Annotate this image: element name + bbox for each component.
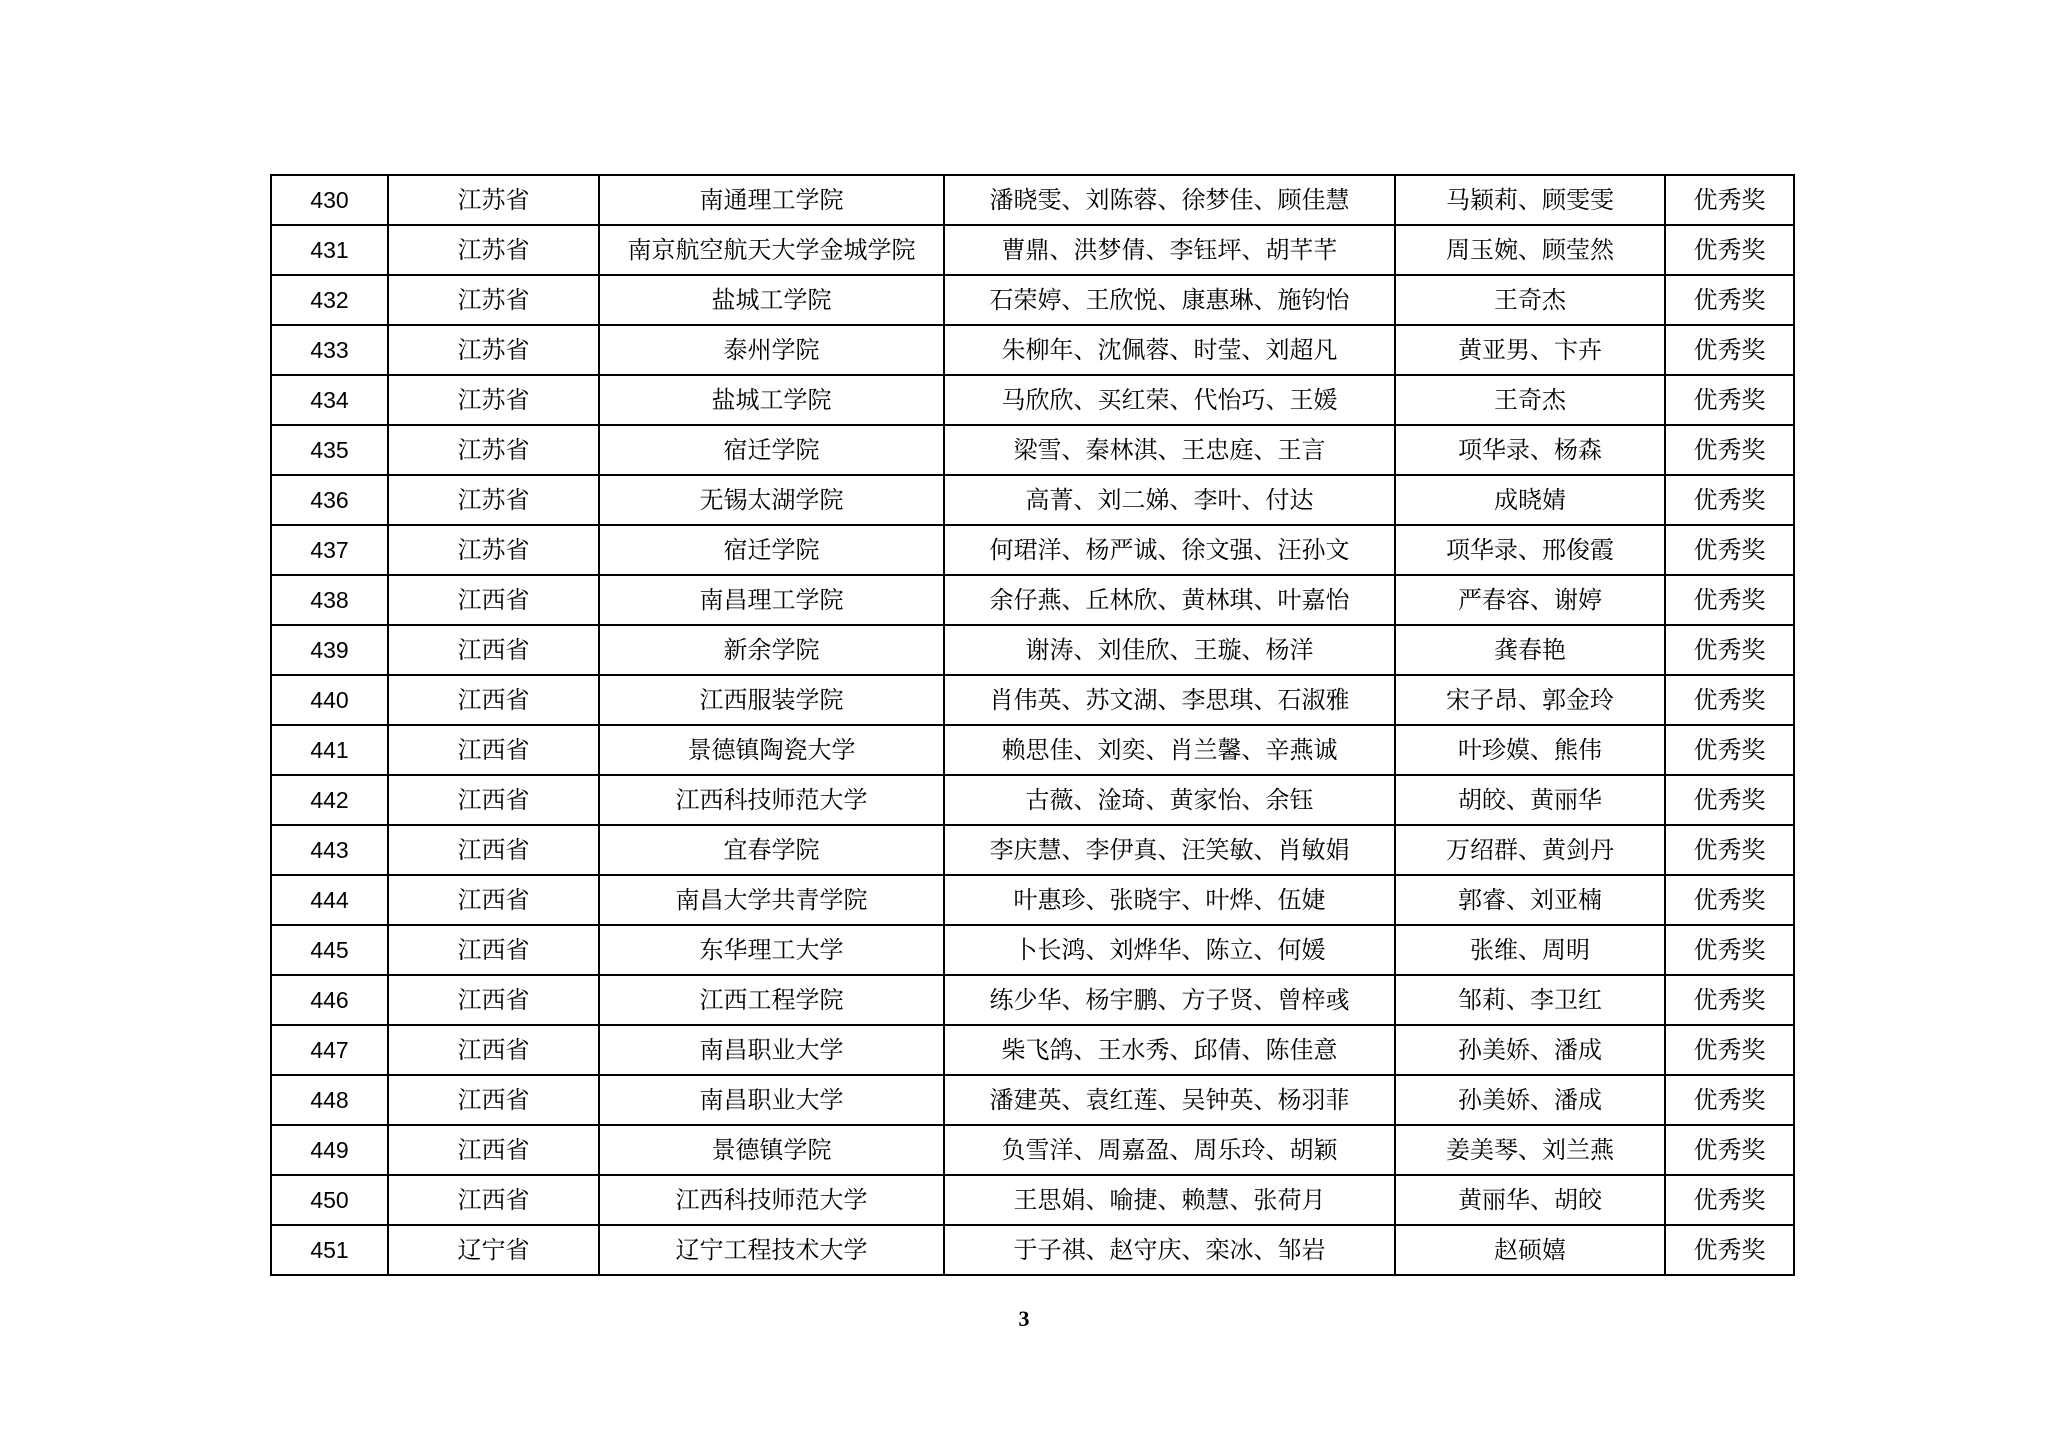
- province-cell: 江西省: [388, 1075, 599, 1125]
- school-cell: 江西服装学院: [599, 675, 944, 725]
- table-row: [271, 875, 1794, 925]
- team-members-cell: 王思娟、喻捷、赖慧、张荷月: [944, 1175, 1395, 1225]
- table-row: [271, 725, 1794, 775]
- province-cell: 江西省: [388, 825, 599, 875]
- province-cell: 江西省: [388, 1175, 599, 1225]
- team-members-cell: 卜长鸿、刘烨华、陈立、何媛: [944, 925, 1395, 975]
- advisors-cell: 王奇杰: [1395, 375, 1665, 425]
- school-cell: 江西科技师范大学: [599, 1175, 944, 1225]
- advisors-cell: 严春容、谢婷: [1395, 575, 1665, 625]
- province-cell: 江西省: [388, 975, 599, 1025]
- table-row: [271, 925, 1794, 975]
- school-cell: 无锡太湖学院: [599, 475, 944, 525]
- school-cell: 南昌理工学院: [599, 575, 944, 625]
- team-members-cell: 潘晓雯、刘陈蓉、徐梦佳、顾佳慧: [944, 175, 1395, 225]
- award-cell: 优秀奖: [1665, 925, 1794, 975]
- school-cell: 东华理工大学: [599, 925, 944, 975]
- advisors-cell: 张维、周明: [1395, 925, 1665, 975]
- table-row: [271, 1125, 1794, 1175]
- school-cell: 江西工程学院: [599, 975, 944, 1025]
- province-cell: 江西省: [388, 725, 599, 775]
- team-members-cell: 马欣欣、买红荣、代怡巧、王媛: [944, 375, 1395, 425]
- school-cell: 宜春学院: [599, 825, 944, 875]
- table-row: [271, 775, 1794, 825]
- row-number-cell: 439: [271, 625, 388, 675]
- province-cell: 江西省: [388, 925, 599, 975]
- team-members-cell: 负雪洋、周嘉盈、周乐玲、胡颖: [944, 1125, 1395, 1175]
- table-row: [271, 375, 1794, 425]
- province-cell: 江西省: [388, 875, 599, 925]
- province-cell: 江苏省: [388, 475, 599, 525]
- row-number-cell: 441: [271, 725, 388, 775]
- row-number-cell: 433: [271, 325, 388, 375]
- award-cell: 优秀奖: [1665, 475, 1794, 525]
- team-members-cell: 叶惠珍、张晓宇、叶烨、伍婕: [944, 875, 1395, 925]
- team-members-cell: 赖思佳、刘奕、肖兰馨、辛燕诚: [944, 725, 1395, 775]
- award-cell: 优秀奖: [1665, 875, 1794, 925]
- team-members-cell: 柴飞鸽、王水秀、邱倩、陈佳意: [944, 1025, 1395, 1075]
- award-table: [270, 174, 1795, 1276]
- award-cell: 优秀奖: [1665, 1075, 1794, 1125]
- team-members-cell: 朱柳年、沈佩蓉、时莹、刘超凡: [944, 325, 1395, 375]
- row-number-cell: 450: [271, 1175, 388, 1225]
- school-cell: 辽宁工程技术大学: [599, 1225, 944, 1275]
- table-row: [271, 475, 1794, 525]
- province-cell: 江西省: [388, 1125, 599, 1175]
- page-number: 3: [1018, 1306, 1030, 1331]
- school-cell: 泰州学院: [599, 325, 944, 375]
- team-members-cell: 何珺洋、杨严诚、徐文强、汪孙文: [944, 525, 1395, 575]
- table-row: [271, 325, 1794, 375]
- team-members-cell: 余仔燕、丘林欣、黄林琪、叶嘉怡: [944, 575, 1395, 625]
- table-row: [271, 675, 1794, 725]
- school-cell: 南通理工学院: [599, 175, 944, 225]
- school-cell: 景德镇学院: [599, 1125, 944, 1175]
- award-cell: 优秀奖: [1665, 1125, 1794, 1175]
- table-row: [271, 575, 1794, 625]
- advisors-cell: 郭睿、刘亚楠: [1395, 875, 1665, 925]
- advisors-cell: 黄丽华、胡皎: [1395, 1175, 1665, 1225]
- team-members-cell: 梁雪、秦林淇、王忠庭、王言: [944, 425, 1395, 475]
- row-number-cell: 436: [271, 475, 388, 525]
- team-members-cell: 于子祺、赵守庆、栾冰、邹岩: [944, 1225, 1395, 1275]
- row-number-cell: 444: [271, 875, 388, 925]
- table-body: [271, 175, 1794, 1275]
- row-number-cell: 431: [271, 225, 388, 275]
- award-cell: 优秀奖: [1665, 225, 1794, 275]
- team-members-cell: 高菁、刘二娣、李叶、付达: [944, 475, 1395, 525]
- table-row: [271, 275, 1794, 325]
- school-cell: 南昌职业大学: [599, 1075, 944, 1125]
- team-members-cell: 潘建英、袁红莲、吴钟英、杨羽菲: [944, 1075, 1395, 1125]
- advisors-cell: 胡皎、黄丽华: [1395, 775, 1665, 825]
- award-cell: 优秀奖: [1665, 425, 1794, 475]
- province-cell: 江苏省: [388, 275, 599, 325]
- team-members-cell: 石荣婷、王欣悦、康惠琳、施钧怡: [944, 275, 1395, 325]
- row-number-cell: 448: [271, 1075, 388, 1125]
- team-members-cell: 李庆慧、李伊真、汪笑敏、肖敏娟: [944, 825, 1395, 875]
- row-number-cell: 437: [271, 525, 388, 575]
- school-cell: 江西科技师范大学: [599, 775, 944, 825]
- award-cell: 优秀奖: [1665, 725, 1794, 775]
- province-cell: 江西省: [388, 675, 599, 725]
- row-number-cell: 445: [271, 925, 388, 975]
- award-cell: 优秀奖: [1665, 325, 1794, 375]
- province-cell: 辽宁省: [388, 1225, 599, 1275]
- province-cell: 江西省: [388, 1025, 599, 1075]
- row-number-cell: 430: [271, 175, 388, 225]
- row-number-cell: 434: [271, 375, 388, 425]
- province-cell: 江苏省: [388, 425, 599, 475]
- table-row: [271, 1175, 1794, 1225]
- award-cell: 优秀奖: [1665, 775, 1794, 825]
- school-cell: 南昌职业大学: [599, 1025, 944, 1075]
- award-cell: 优秀奖: [1665, 275, 1794, 325]
- team-members-cell: 曹鼎、洪梦倩、李钰坪、胡芊芊: [944, 225, 1395, 275]
- school-cell: 宿迁学院: [599, 525, 944, 575]
- advisors-cell: 马颖莉、顾雯雯: [1395, 175, 1665, 225]
- table-row: [271, 225, 1794, 275]
- school-cell: 宿迁学院: [599, 425, 944, 475]
- row-number-cell: 447: [271, 1025, 388, 1075]
- advisors-cell: 龚春艳: [1395, 625, 1665, 675]
- table-row: [271, 1025, 1794, 1075]
- province-cell: 江西省: [388, 625, 599, 675]
- table-row: [271, 425, 1794, 475]
- advisors-cell: 黄亚男、卞卉: [1395, 325, 1665, 375]
- row-number-cell: 449: [271, 1125, 388, 1175]
- team-members-cell: 练少华、杨宇鹏、方子贤、曾梓彧: [944, 975, 1395, 1025]
- award-cell: 优秀奖: [1665, 375, 1794, 425]
- table-row: [271, 625, 1794, 675]
- province-cell: 江苏省: [388, 225, 599, 275]
- advisors-cell: 万绍群、黄剑丹: [1395, 825, 1665, 875]
- award-cell: 优秀奖: [1665, 575, 1794, 625]
- award-cell: 优秀奖: [1665, 975, 1794, 1025]
- advisors-cell: 项华录、杨森: [1395, 425, 1665, 475]
- province-cell: 江西省: [388, 575, 599, 625]
- school-cell: 盐城工学院: [599, 275, 944, 325]
- row-number-cell: 442: [271, 775, 388, 825]
- advisors-cell: 赵硕嬉: [1395, 1225, 1665, 1275]
- advisors-cell: 宋子昂、郭金玲: [1395, 675, 1665, 725]
- table-row: [271, 175, 1794, 225]
- table-row: [271, 525, 1794, 575]
- school-cell: 南京航空航天大学金城学院: [599, 225, 944, 275]
- award-cell: 优秀奖: [1665, 1025, 1794, 1075]
- award-cell: 优秀奖: [1665, 1225, 1794, 1275]
- row-number-cell: 438: [271, 575, 388, 625]
- award-cell: 优秀奖: [1665, 675, 1794, 725]
- province-cell: 江苏省: [388, 525, 599, 575]
- province-cell: 江西省: [388, 775, 599, 825]
- province-cell: 江苏省: [388, 325, 599, 375]
- province-cell: 江苏省: [388, 175, 599, 225]
- row-number-cell: 440: [271, 675, 388, 725]
- team-members-cell: 谢涛、刘佳欣、王璇、杨洋: [944, 625, 1395, 675]
- award-cell: 优秀奖: [1665, 825, 1794, 875]
- table-row: [271, 825, 1794, 875]
- province-cell: 江苏省: [388, 375, 599, 425]
- award-cell: 优秀奖: [1665, 525, 1794, 575]
- team-members-cell: 古薇、淦琦、黄家怡、余钰: [944, 775, 1395, 825]
- advisors-cell: 孙美娇、潘成: [1395, 1025, 1665, 1075]
- team-members-cell: 肖伟英、苏文湖、李思琪、石淑雅: [944, 675, 1395, 725]
- advisors-cell: 孙美娇、潘成: [1395, 1075, 1665, 1125]
- row-number-cell: 446: [271, 975, 388, 1025]
- row-number-cell: 432: [271, 275, 388, 325]
- table-row: [271, 975, 1794, 1025]
- school-cell: 新余学院: [599, 625, 944, 675]
- row-number-cell: 451: [271, 1225, 388, 1275]
- advisors-cell: 叶珍嫫、熊伟: [1395, 725, 1665, 775]
- advisors-cell: 周玉婉、顾莹然: [1395, 225, 1665, 275]
- advisors-cell: 邹莉、李卫红: [1395, 975, 1665, 1025]
- school-cell: 南昌大学共青学院: [599, 875, 944, 925]
- award-cell: 优秀奖: [1665, 175, 1794, 225]
- table-row: [271, 1225, 1794, 1275]
- row-number-cell: 443: [271, 825, 388, 875]
- table-row: [271, 1075, 1794, 1125]
- advisors-cell: 姜美琴、刘兰燕: [1395, 1125, 1665, 1175]
- advisors-cell: 项华录、邢俊霞: [1395, 525, 1665, 575]
- school-cell: 景德镇陶瓷大学: [599, 725, 944, 775]
- advisors-cell: 王奇杰: [1395, 275, 1665, 325]
- advisors-cell: 成晓婧: [1395, 475, 1665, 525]
- award-cell: 优秀奖: [1665, 625, 1794, 675]
- row-number-cell: 435: [271, 425, 388, 475]
- school-cell: 盐城工学院: [599, 375, 944, 425]
- award-cell: 优秀奖: [1665, 1175, 1794, 1225]
